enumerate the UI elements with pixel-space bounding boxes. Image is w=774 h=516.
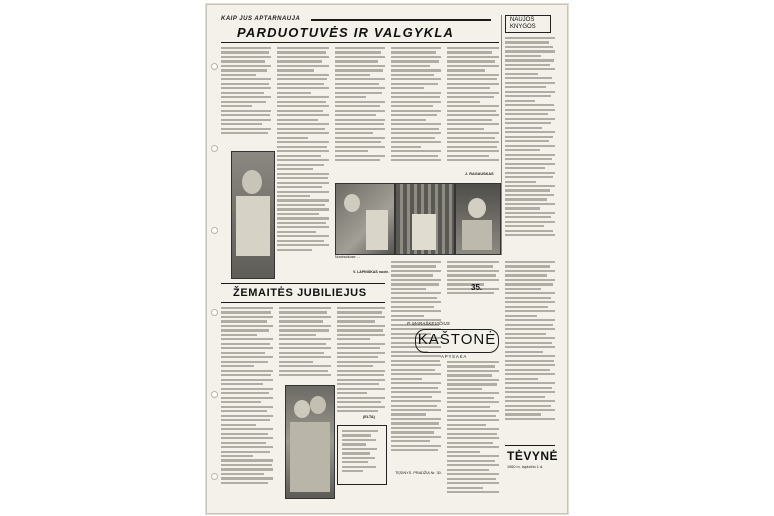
newspaper-page bbox=[206, 4, 568, 514]
story-title: KAŠTONĖ bbox=[417, 331, 497, 348]
jubilee-column-1 bbox=[221, 307, 273, 503]
masthead-rule bbox=[505, 445, 555, 446]
article-column-4 bbox=[391, 47, 441, 179]
article-column-2 bbox=[277, 47, 329, 279]
jubilee-source: (ELTA) bbox=[363, 415, 375, 419]
masthead-date: 1960 m. lapkričio 1 d. bbox=[507, 465, 544, 469]
jubilee-column-2 bbox=[279, 307, 331, 383]
continuation-note: TĘSINYS. PRADŽIA Nr. 30. bbox=[395, 471, 442, 475]
portrait-photo-woman bbox=[231, 151, 275, 279]
story-column-3 bbox=[505, 261, 555, 441]
episode-number: 35. bbox=[471, 283, 483, 292]
main-headline: PARDUOTUVĖS IR VALGYKLA bbox=[237, 25, 455, 40]
binder-hole bbox=[211, 473, 218, 480]
photo-credit: V. LAPINSKAS nuotr. bbox=[353, 270, 389, 274]
poem-box bbox=[337, 425, 387, 485]
article-column-5 bbox=[447, 47, 499, 179]
jubilee-headline: ŽEMAITĖS JUBILIEJUS bbox=[233, 287, 367, 299]
binder-hole bbox=[211, 309, 218, 316]
binder-hole bbox=[211, 227, 218, 234]
photo-caption: Nuotraukose: ... bbox=[335, 255, 361, 259]
binder-hole bbox=[211, 63, 218, 70]
story-title-box bbox=[415, 329, 499, 353]
story-author: P. MARAŠKEVIČIUS bbox=[407, 321, 450, 326]
lower-column-1 bbox=[391, 261, 441, 469]
jubilee-rule bbox=[221, 302, 385, 303]
column-divider bbox=[501, 15, 502, 255]
story-column-2 bbox=[447, 361, 499, 503]
binder-hole bbox=[211, 145, 218, 152]
masthead-title: TĖVYNĖ bbox=[507, 449, 559, 463]
jubilee-column-3 bbox=[337, 307, 385, 427]
shop-photo-right bbox=[455, 183, 501, 255]
shop-photo-middle bbox=[395, 183, 455, 255]
new-books-header-box bbox=[505, 15, 551, 33]
shop-photo-left bbox=[335, 183, 395, 255]
article-column-3 bbox=[335, 47, 385, 179]
section-rule bbox=[221, 283, 385, 284]
headline-rule bbox=[221, 42, 499, 43]
story-intro-column bbox=[447, 261, 499, 301]
story-subtitle: APYSAKA bbox=[441, 354, 468, 359]
section-kicker: KAIP JUS APTARNAUJA bbox=[221, 16, 301, 22]
new-books-header-line1: NAUJOS bbox=[510, 17, 535, 23]
kicker-rule bbox=[311, 19, 491, 21]
portrait-photo-zemaite bbox=[285, 385, 335, 499]
new-books-header-line2: KNYGOS bbox=[510, 24, 536, 30]
new-books-column bbox=[505, 35, 555, 260]
article-column-1 bbox=[221, 47, 271, 147]
article-signature: J. RAGAUSKAS bbox=[465, 172, 494, 176]
binder-hole bbox=[211, 391, 218, 398]
